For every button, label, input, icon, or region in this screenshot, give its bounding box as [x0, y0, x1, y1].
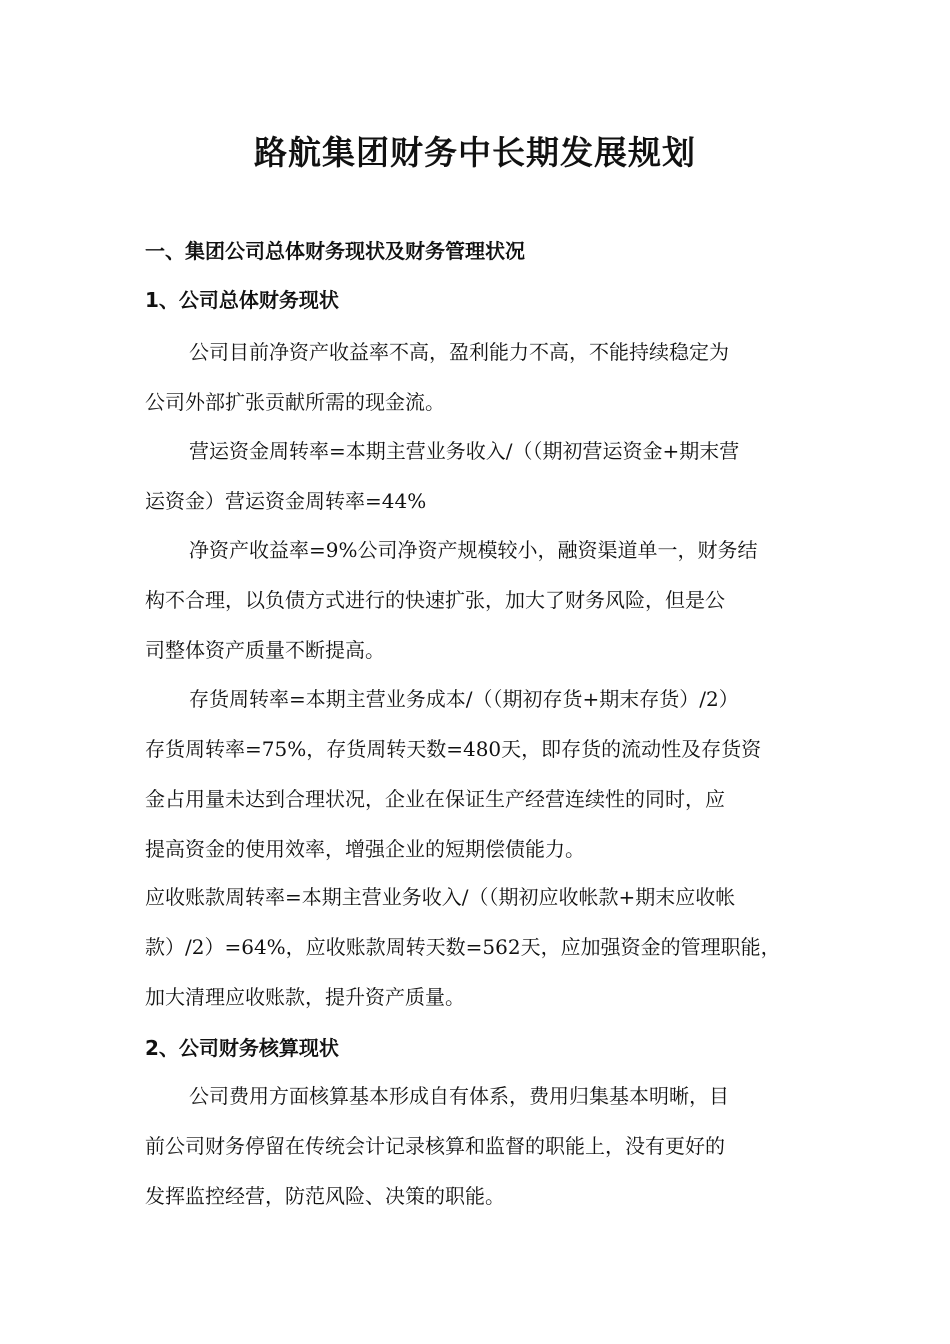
paragraph-line: 构不合理，以负债方式进行的快速扩张，加大了财务风险，但是公: [145, 588, 725, 612]
paragraph-line: 应收账款周转率=本期主营业务收入/（（期初应收帐款+期末应收帐: [145, 885, 736, 909]
paragraph-line: 加大清理应收账款，提升资产质量。: [145, 985, 465, 1009]
paragraph-working-capital-turnover: [145, 426, 825, 526]
section-heading-1: 一、集团公司总体财务现状及财务管理状况: [145, 239, 525, 263]
paragraph-line: 发挥监控经营，防范风险、决策的职能。: [145, 1184, 505, 1208]
subsection-heading-1: 1、公司总体财务现状: [145, 288, 339, 312]
paragraph-line: 公司外部扩张贡献所需的现金流。: [145, 390, 445, 414]
paragraph-line: 提高资金的使用效率，增强企业的短期偿债能力。: [145, 837, 585, 861]
paragraph-return-on-equity: [145, 525, 825, 675]
paragraph-accounting-status: [145, 1071, 825, 1221]
subsection-heading-2: 2、公司财务核算现状: [145, 1036, 339, 1060]
paragraph-line: 司整体资产质量不断提高。: [145, 638, 385, 662]
paragraph-line: 款）/2）=64%，应收账款周转天数=562天，应加强资金的管理职能，: [145, 935, 781, 959]
paragraph-line: 存货周转率=本期主营业务成本/（（期初存货+期末存货）/2）: [189, 687, 739, 711]
paragraph-line: 营运资金周转率=本期主营业务收入/（（期初营运资金+期末营: [189, 439, 740, 463]
paragraph-receivables-turnover: [145, 872, 825, 1022]
paragraph-line: 公司费用方面核算基本形成自有体系，费用归集基本明晰，目: [189, 1084, 729, 1108]
paragraph-inventory-turnover: [145, 674, 825, 874]
paragraph-line: 存货周转率=75%，存货周转天数=480天，即存货的流动性及存货资: [145, 737, 762, 761]
paragraph-line: 公司目前净资产收益率不高，盈利能力不高，不能持续稳定为: [189, 340, 729, 364]
document-title: 路航集团财务中长期发展规划: [254, 133, 696, 172]
paragraph-line: 运资金）营运资金周转率=44%: [145, 489, 427, 513]
paragraph-net-asset-return: [145, 327, 825, 427]
paragraph-line: 前公司财务停留在传统会计记录核算和监督的职能上，没有更好的: [145, 1134, 725, 1158]
paragraph-line: 净资产收益率=9%公司净资产规模较小，融资渠道单一，财务结: [189, 538, 758, 562]
paragraph-line: 金占用量未达到合理状况，企业在保证生产经营连续性的同时，应: [145, 787, 725, 811]
